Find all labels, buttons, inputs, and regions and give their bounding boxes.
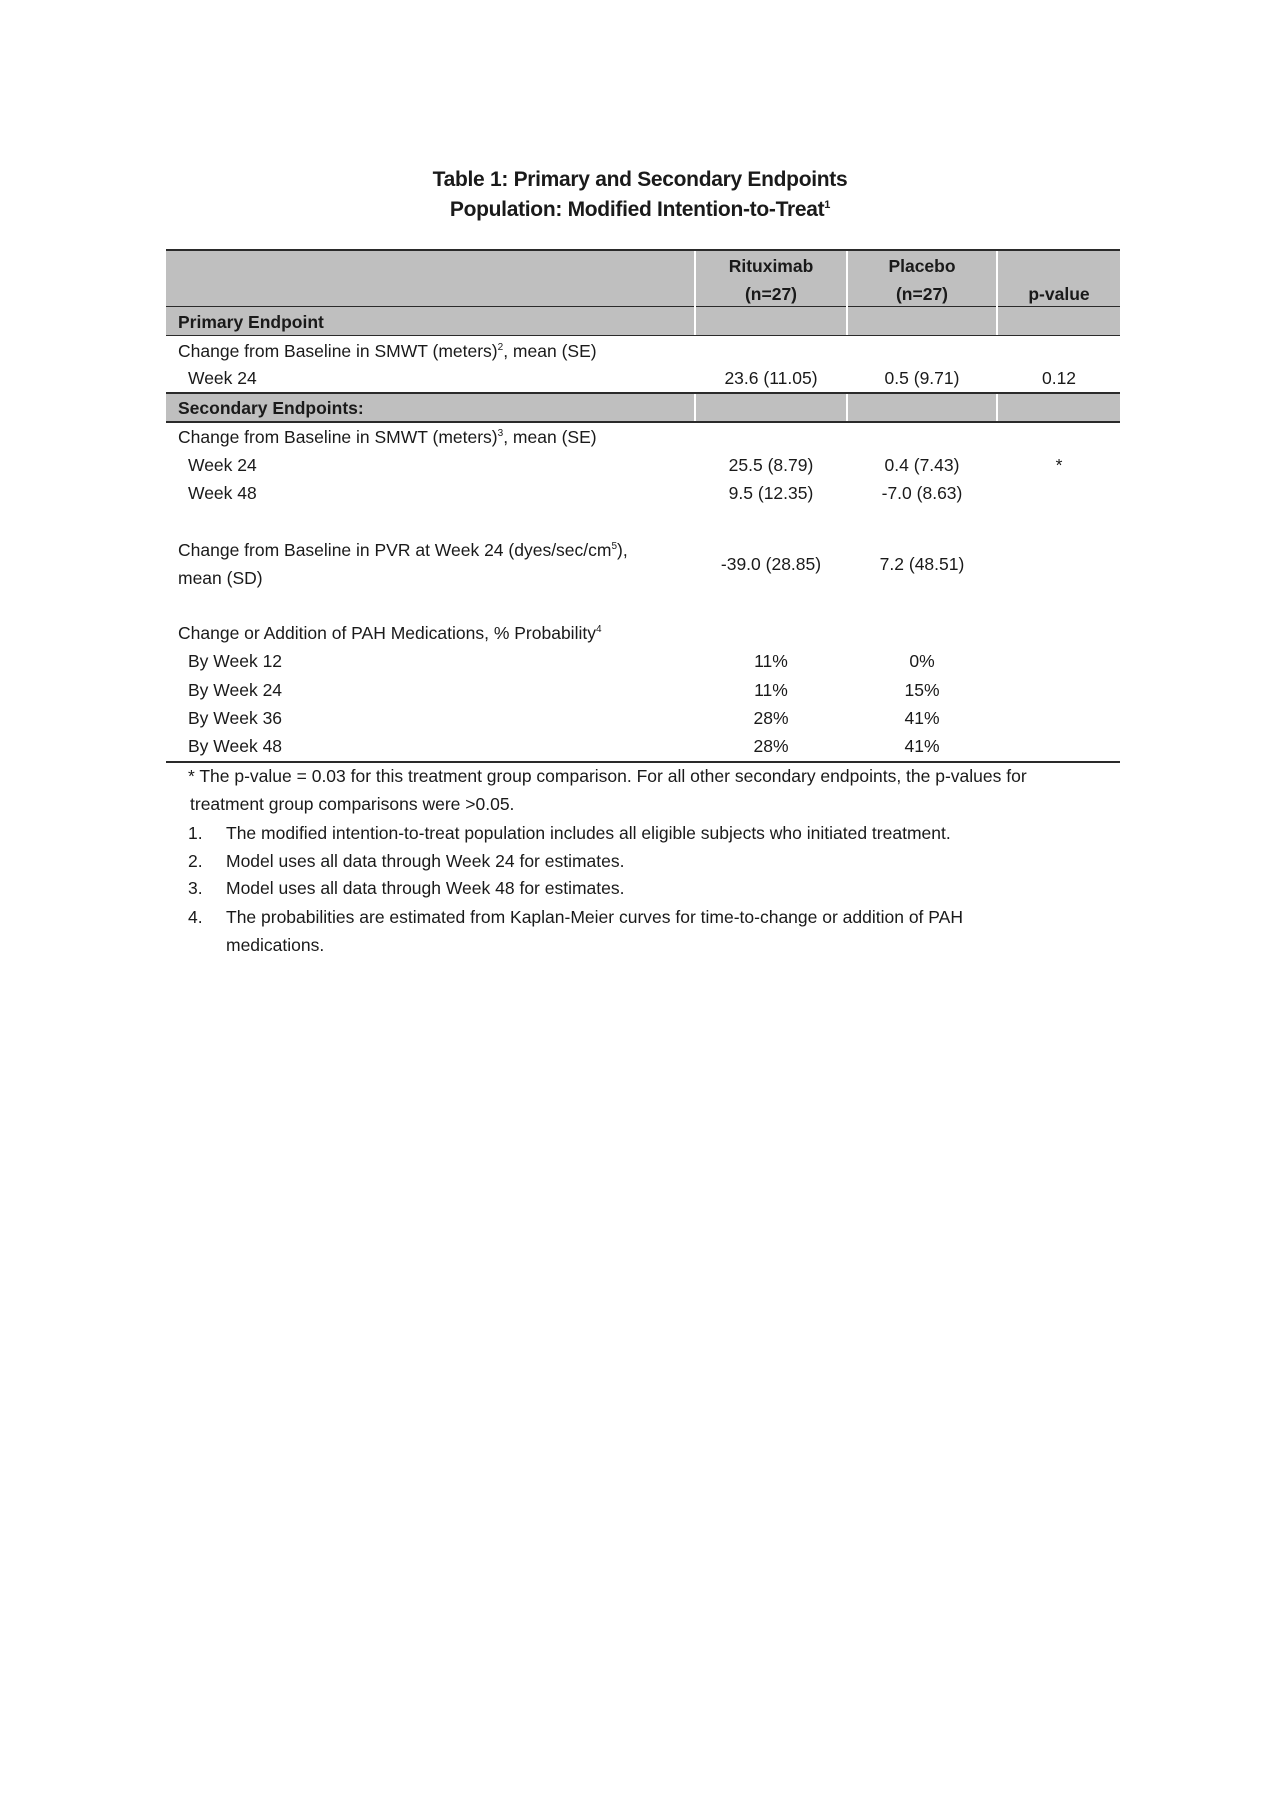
primary-rule <box>166 335 1120 336</box>
col-sep <box>996 394 998 421</box>
table-title <box>0 168 1280 192</box>
secondary-top-rule <box>166 392 1120 394</box>
pvr-placebo-value: 7.2 (48.51) <box>879 554 965 574</box>
primary-placebo-value: 0.5 (9.71) <box>884 368 960 388</box>
pah-placebo-value: 41% <box>904 736 940 756</box>
footnote-text: Model uses all data through Week 24 for estimates. <box>226 851 625 871</box>
table-subtitle <box>0 198 1280 222</box>
secondary-rule <box>166 421 1120 423</box>
footnote-star-line1: * The p-value = 0.03 for this treatment group comparison. For all other secondary endpoints, the p-values for <box>188 766 1027 786</box>
footnote-number: 1. <box>188 823 203 843</box>
secondary-section-label: Secondary Endpoints: <box>178 398 364 418</box>
primary-measure: Change from Baseline in SMWT (meters)$^2$, mean (SE) <box>178 341 597 361</box>
pah-rituximab-value: 28% <box>753 708 789 728</box>
footnote-star-line2: treatment group comparisons were >0.05. <box>190 794 515 814</box>
header-rituximab: Rituximab <box>728 256 814 276</box>
primary-section-label: Primary Endpoint <box>178 312 324 332</box>
pah-row-label: By Week 48 <box>188 736 283 756</box>
pvr-measure-line1: Change from Baseline in PVR at Week 24 $(dyes/\sec/cm^5)$, <box>178 540 628 560</box>
endpoints-table <box>166 249 1120 763</box>
col-sep <box>694 394 696 421</box>
header-placebo-n: (n=27) <box>895 284 949 304</box>
pah-rituximab-value: 11% <box>754 651 788 671</box>
smwt-row-label: Week 48 <box>188 483 257 503</box>
pvr-measure-line2: mean (SD) <box>178 568 263 588</box>
pah-placebo-value: 41% <box>904 708 940 728</box>
pah-rituximab-value: 11% <box>754 680 788 700</box>
pah-row-label: By Week 24 <box>188 680 283 700</box>
smwt-placebo-value: -7.0 (8.63) <box>881 483 963 503</box>
primary-rituximab-value: 23.6 (11.05) <box>724 368 818 388</box>
footnote-text-continued: medications. <box>226 935 325 955</box>
footnote-ref-1: 1 <box>824 199 831 211</box>
footnote-number: 3. <box>188 878 203 898</box>
secondary-smwt-measure: Change from Baseline in SMWT (meters)$^3$, mean (SE) <box>178 427 597 447</box>
pah-measure: Change or Addition of PAH Medications, % Probability$^4$ <box>178 623 602 643</box>
smwt-pvalue: * <box>1055 455 1063 475</box>
primary-pvalue: 0.12 <box>1041 368 1077 388</box>
pah-placebo-value: 15% <box>904 680 940 700</box>
smwt-placebo-value: 0.4 (7.43) <box>884 455 960 475</box>
footnote-text: Model uses all data through Week 48 for estimates. <box>226 878 625 898</box>
footnote-text: The probabilities are estimated from Kaplan-Meier curves for time-to-change or addition of PAH <box>226 907 963 927</box>
primary-row-label: Week 24 <box>188 368 257 388</box>
bottom-rule <box>166 761 1120 763</box>
pah-placebo-value: 0% <box>909 651 935 671</box>
footnote-number: 4. <box>188 907 203 927</box>
table-subtitle-text: Population: Modified Intention-to-Treat <box>449 198 825 221</box>
table-title-text: Table 1: Primary and Secondary Endpoints <box>432 168 848 191</box>
smwt-rituximab-value: 9.5 (12.35) <box>728 483 814 503</box>
header-pvalue: p-value <box>1028 284 1090 304</box>
smwt-row-label: Week 24 <box>188 455 257 475</box>
pah-rituximab-value: 28% <box>753 736 789 756</box>
header-placebo: Placebo <box>888 256 956 276</box>
pvr-rituximab-value: -39.0 (28.85) <box>720 554 822 574</box>
col-sep <box>846 394 848 421</box>
pah-row-label: By Week 12 <box>188 651 283 671</box>
footnote-number: 2. <box>188 851 203 871</box>
footnote-text: The modified intention-to-treat population includes all eligible subjects who initiated treatment. <box>226 823 951 843</box>
pah-row-label: By Week 36 <box>188 708 283 728</box>
top-rule <box>166 249 1120 251</box>
header-rituximab-n: (n=27) <box>744 284 798 304</box>
smwt-rituximab-value: 25.5 (8.79) <box>728 455 814 475</box>
